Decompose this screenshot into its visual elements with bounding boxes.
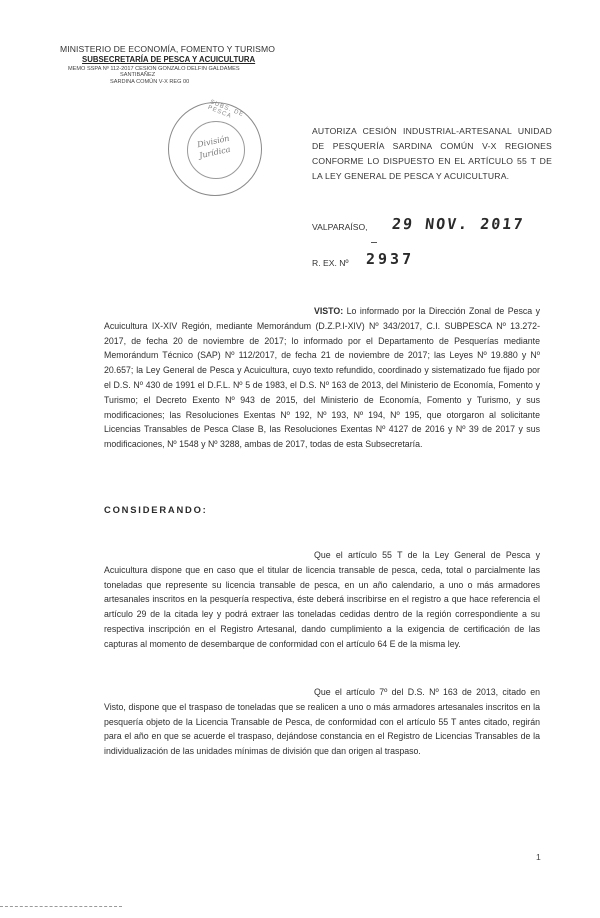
subsecretaria-name: SUBSECRETARÍA DE PESCA Y ACUICULTURA bbox=[82, 55, 256, 64]
visto-text: Lo informado por la Dirección Zonal de Pesca y Acuicultura IX-XIV Región, mediante Memorándum (D.Z.P.I-XIV) Nº 343/2017, C.I. SUBPESCA Nº 13.272-2017, de fecha 20 de noviembre de 2017; lo informado por el Departamento de Pesquerías mediante Memorándum Técnico (SAP) Nº 112/2017, de fecha 21 de noviembre de 2017; las Leyes Nº 19.880 y Nº 20.657; la Ley General de Pesca y Acuicultura, cuyo texto refundido, coordinado y sistematizado fue fijado por el D.S. Nº 430 de 1991 el D.F.L. Nº 5 de 1983, el D.S. Nº 163 de 2013, del Ministerio de Economía, Fomento y Turismo; el Decreto Exento Nº 943 de 2015, del Ministerio de Economía, Fomento y Turismo, y sus modificaciones; las Resoluciones Exentas Nº 192, Nº 193, Nº 194, Nº 195, que otorgaron al solicitante Licencias Transables de Pesca Clase B, las Resoluciones Exentas Nº 4127 de 2016 y Nº 39 de 2017 y sus modificaciones, Nº 1548 y Nº 3288, ambas de 2017, todas de esta Subsecretaría. bbox=[104, 306, 540, 450]
ministry-name: MINISTERIO DE ECONOMÍA, FOMENTO Y TURISMO bbox=[60, 44, 275, 54]
memo-reference-cont: SANTIBAÑEZ bbox=[120, 72, 156, 78]
memo-reference: MEMO SSPA Nº 112-2017 CESION GONZALO DELFIN GALDAMES bbox=[68, 66, 240, 72]
considerando-heading: CONSIDERANDO: bbox=[104, 504, 208, 515]
page-number: 1 bbox=[536, 852, 541, 862]
resolution-subject: AUTORIZA CESIÓN INDUSTRIAL-ARTESANAL UNIDAD DE PESQUERÍA SARDINA COMÚN V-X REGIONES CONFORME LO DISPUESTO EN EL ARTÍCULO 55 T DE LA LEY GENERAL DE PESCA Y ACUICULTURA. bbox=[312, 126, 552, 181]
considerando-paragraph-2: Que el artículo 7º del D.S. Nº 163 de 2013, citado en Visto, dispone que el traspaso de toneladas que se realicen a uno o más armadores artesanales inscritos en la pesquería objeto de la Licencia Transable de Pesca, de conformidad con el artículo 55 T antes citado, regirán para el año en que se acuerde el traspaso, dejándose constancia en el Registro de Licencias Transables de la individualización de las unidades mínimas de división que dan origen al traspaso. bbox=[104, 687, 540, 757]
visto-paragraph bbox=[104, 304, 540, 452]
place: VALPARAÍSO, bbox=[312, 222, 368, 232]
number-dash bbox=[371, 242, 377, 243]
considerando-paragraph-1: Que el artículo 55 T de la Ley General de Pesca y Acuicultura dispone que en caso que el titular de licencia transable de pesca, ceda, total o parcialmente las toneladas que represente su licencia transable de pesca, en un año calendario, a uno o más armadores artesanales inscritos en la pesquería respectiva, éste deberá inscribirse en el registro a que hace referencia el artículo 29 de la citada ley y podrá extraer las toneladas cedidas dentro de la región correspondiente a su respectiva inscripción en el Registro Artesanal, dando cumplimiento a la exigencia de certificación de las capturas al momento de desembarque de conformidad con el artículo 64 E de la misma ley. bbox=[104, 550, 540, 649]
resolution-number: 2937 bbox=[366, 250, 415, 268]
footer-line bbox=[0, 906, 122, 907]
date-stamp: 29 NOV. 2017 bbox=[391, 215, 526, 233]
visto-label: VISTO: bbox=[314, 306, 344, 316]
stamp-arc-text: SUBS. DE PESCA bbox=[206, 99, 245, 120]
memo-company: SARDINA COMÚN V-X REG 00 bbox=[110, 79, 190, 85]
division-juridica-stamp bbox=[168, 99, 262, 196]
resolution-label: R. EX. Nº bbox=[312, 258, 349, 268]
letterhead bbox=[60, 44, 300, 85]
stamp-text-2: Jurídica bbox=[198, 144, 232, 161]
stamp-text-1: División bbox=[196, 133, 231, 150]
